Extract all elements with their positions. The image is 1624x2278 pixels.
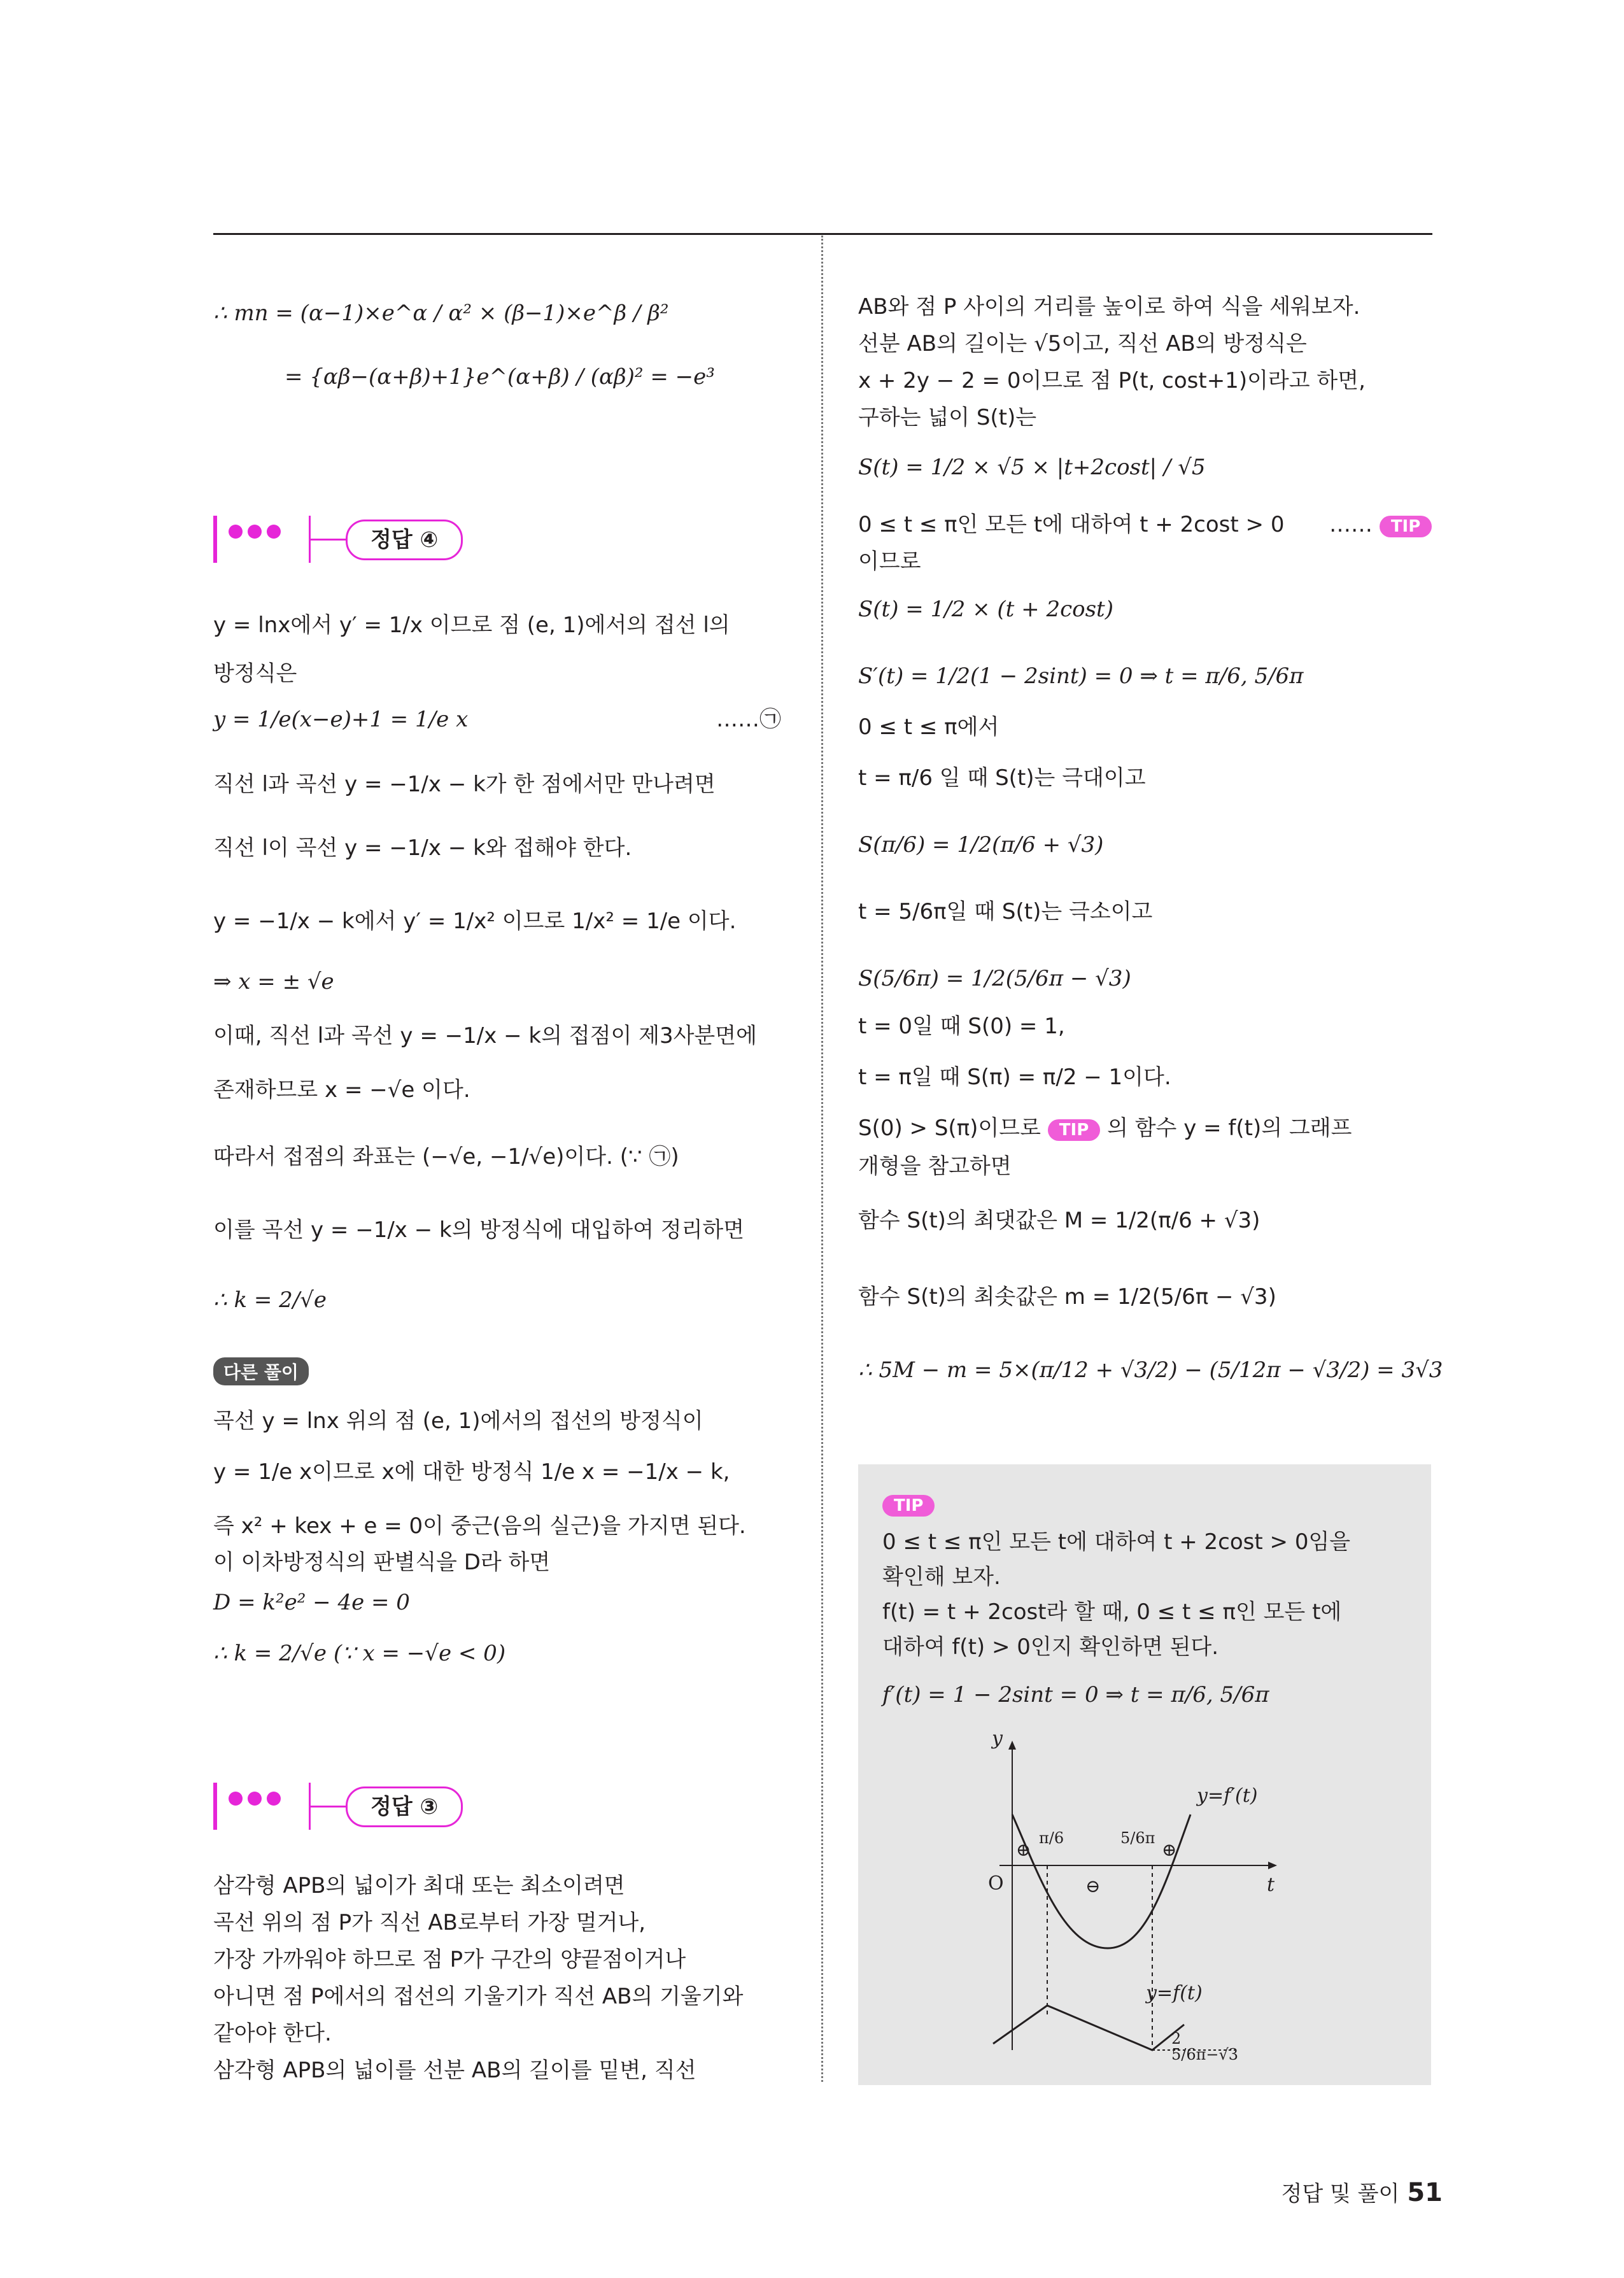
- q4-line-10: 이를 곡선 y = −1/x − k의 방정식에 대입하여 정리하면: [213, 1217, 745, 1243]
- y-axis-label: y: [992, 1732, 1003, 1750]
- tip-badge-2: TIP: [1048, 1119, 1100, 1141]
- page-number: 51: [1407, 2178, 1443, 2207]
- answer-4-label: 정답 ④: [346, 520, 463, 560]
- origin-label: O: [988, 1872, 1004, 1895]
- plus-sign-right: ⊕: [1162, 1839, 1177, 1860]
- r-line-0: AB와 점 P 사이의 거리를 높이로 하여 식을 세워보자.: [858, 294, 1360, 320]
- q3-line-4: 같아야 한다.: [213, 2021, 332, 2046]
- q3-line-2: 가장 가까워야 하므로 점 P가 구간의 양끝점이거나: [213, 1947, 686, 1972]
- alt-line-1: y = 1/e x이므로 x에 대한 방정식 1/e x = −1/x − k,: [213, 1459, 730, 1485]
- q4-line-7: 이때, 직선 l과 곡선 y = −1/x − k의 접점이 제3사분면에: [213, 1023, 757, 1049]
- q4-line-6: ⇒ x = ± √e: [213, 969, 334, 994]
- r-line-1: 선분 AB의 길이는 √5이고, 직선 AB의 방정식은: [858, 331, 1307, 357]
- pi6-label: π/6: [1039, 1829, 1064, 1847]
- r-line-2: x + 2y − 2 = 0이므로 점 P(t, cost+1)이라고 하면,: [858, 368, 1366, 393]
- q4-line-0: y = lnx에서 y′ = 1/x 이므로 점 (e, 1)에서의 접선 l의: [213, 612, 730, 638]
- tip-box-badge: TIP: [882, 1495, 935, 1517]
- q3-line-0: 삼각형 APB의 넓이가 최대 또는 최소이려면: [213, 1873, 625, 1899]
- tip-badge-1: TIP: [1380, 516, 1432, 537]
- top-rule: [213, 233, 1432, 235]
- page-footer: [1281, 2176, 1443, 2207]
- answer-dots: [229, 525, 281, 539]
- five-pi6-label: 5/6π: [1120, 1829, 1155, 1847]
- r-line-9: 0 ≤ t ≤ π에서: [858, 714, 999, 740]
- footer-label: 정답 및 풀이: [1281, 2181, 1400, 2207]
- answer-3-label: 정답 ③: [346, 1786, 463, 1827]
- tip-line-3: 대하여 f(t) > 0인지 확인하면 된다.: [882, 1634, 1219, 1660]
- f-value-top: 2: [1171, 2030, 1182, 2048]
- r-line-16: S(0) > S(π)이므로: [858, 1115, 1041, 1141]
- tip-graph: [980, 1732, 1362, 2063]
- fprime-label: y=f′(t): [1197, 1785, 1258, 1807]
- r-line-21: ∴ 5M − m = 5×(π/12 + √3/2) − (5/12π − √3/2) = 3√3: [858, 1357, 1443, 1383]
- r-line-7: S(t) = 1/2 × (t + 2cost): [858, 597, 1113, 622]
- minus-sign: ⊖: [1085, 1876, 1101, 1897]
- tip-line-4: f′(t) = 1 − 2sint = 0 ⇒ t = π/6, 5/6π: [882, 1682, 1269, 1708]
- r-line-20: 함수 S(t)의 최솟값은 m = 1/2(5/6π − √3): [858, 1284, 1276, 1310]
- alt-line-4: D = k²e² − 4e = 0: [213, 1590, 410, 1615]
- q4-line-4: 직선 l이 곡선 y = −1/x − k와 접해야 한다.: [213, 835, 632, 861]
- mn-line-2: = {αβ−(α+β)+1}e^(α+β) / (αβ)² = −e³: [285, 364, 715, 390]
- r-line-15: t = π일 때 S(π) = π/2 − 1이다.: [858, 1065, 1171, 1090]
- q3-line-3: 아니면 점 P에서의 접선의 기울기가 직선 AB의 기울기와: [213, 1984, 744, 2009]
- alt-line-5: ∴ k = 2/√e (∵ x = −√e < 0): [213, 1641, 506, 1666]
- answer-bar: [213, 516, 217, 563]
- q4-line-3: 직선 l과 곡선 y = −1/x − k가 한 점에서만 만나려면: [213, 772, 716, 797]
- r-line-12: t = 5/6π일 때 S(t)는 극소이고: [858, 899, 1153, 924]
- alt-line-0: 곡선 y = lnx 위의 점 (e, 1)에서의 접선의 방정식이: [213, 1408, 703, 1434]
- plus-sign-left: ⊕: [1016, 1839, 1031, 1860]
- r-line-11: S(π/6) = 1/2(π/6 + √3): [858, 832, 1104, 858]
- tip-dots: ……: [1329, 512, 1373, 537]
- alt-line-2: 즉 x² + kex + e = 0이 중근(음의 실근)을 가지면 된다.: [213, 1513, 746, 1539]
- r-line-6: 이므로: [858, 549, 921, 574]
- r-line-19: 함수 S(t)의 최댓값은 M = 1/2(π/6 + √3): [858, 1208, 1260, 1233]
- f-curve: [993, 2006, 1184, 2050]
- eq-mark: ……㉠: [716, 707, 781, 732]
- f-label: y=f(t): [1146, 1982, 1203, 2004]
- q4-line-1: 방정식은: [213, 661, 297, 686]
- alt-solution-badge: 다른 풀이: [213, 1357, 309, 1385]
- r-line-5: 0 ≤ t ≤ π인 모든 t에 대하여 t + 2cost > 0: [858, 512, 1285, 537]
- tip-line-2: f(t) = t + 2cost라 할 때, 0 ≤ t ≤ π인 모든 t에: [882, 1599, 1342, 1625]
- q4-line-2: y = 1/e(x−e)+1 = 1/e x: [213, 707, 469, 732]
- r-line-13: S(5/6π) = 1/2(5/6π − √3): [858, 966, 1131, 991]
- r-line-18: 개형을 참고하면: [858, 1154, 1012, 1179]
- r-line-17: 의 함수 y = f(t)의 그래프: [1107, 1115, 1352, 1141]
- r-line-10: t = π/6 일 때 S(t)는 극대이고: [858, 765, 1146, 791]
- q4-line-5: y = −1/x − k에서 y′ = 1/x² 이므로 1/x² = 1/e 이다.: [213, 909, 737, 934]
- q3-line-1: 곡선 위의 점 P가 직선 AB로부터 가장 멀거나,: [213, 1910, 646, 1935]
- q3-line-5: 삼각형 APB의 넓이를 선분 AB의 길이를 밑변, 직선: [213, 2058, 696, 2083]
- t-axis-label: t: [1267, 1874, 1275, 1896]
- f-value-bottom: 5/6π−√3: [1171, 2046, 1239, 2063]
- alt-line-3: 이 이차방정식의 판별식을 D라 하면: [213, 1550, 551, 1575]
- r-line-4: S(t) = 1/2 × √5 × |t+2cost| / √5: [858, 455, 1206, 480]
- mn-line-1: ∴ mn = (α−1)×e^α / α² × (β−1)×e^β / β²: [213, 301, 669, 326]
- column-divider: [821, 236, 823, 2082]
- tip-line-0: 0 ≤ t ≤ π인 모든 t에 대하여 t + 2cost > 0임을: [882, 1529, 1351, 1555]
- r-line-3: 구하는 넓이 S(t)는: [858, 405, 1037, 430]
- q4-line-8: 존재하므로 x = −√e 이다.: [213, 1077, 470, 1103]
- r-line-8: S′(t) = 1/2(1 − 2sint) = 0 ⇒ t = π/6, 5/6π: [858, 663, 1304, 689]
- q4-line-11: ∴ k = 2/√e: [213, 1287, 327, 1313]
- tip-line-1: 확인해 보자.: [882, 1564, 1001, 1590]
- q4-line-9: 따라서 접점의 좌표는 (−√e, −1/√e)이다. (∵ ㉠): [213, 1144, 679, 1170]
- r-line-14: t = 0일 때 S(0) = 1,: [858, 1014, 1065, 1039]
